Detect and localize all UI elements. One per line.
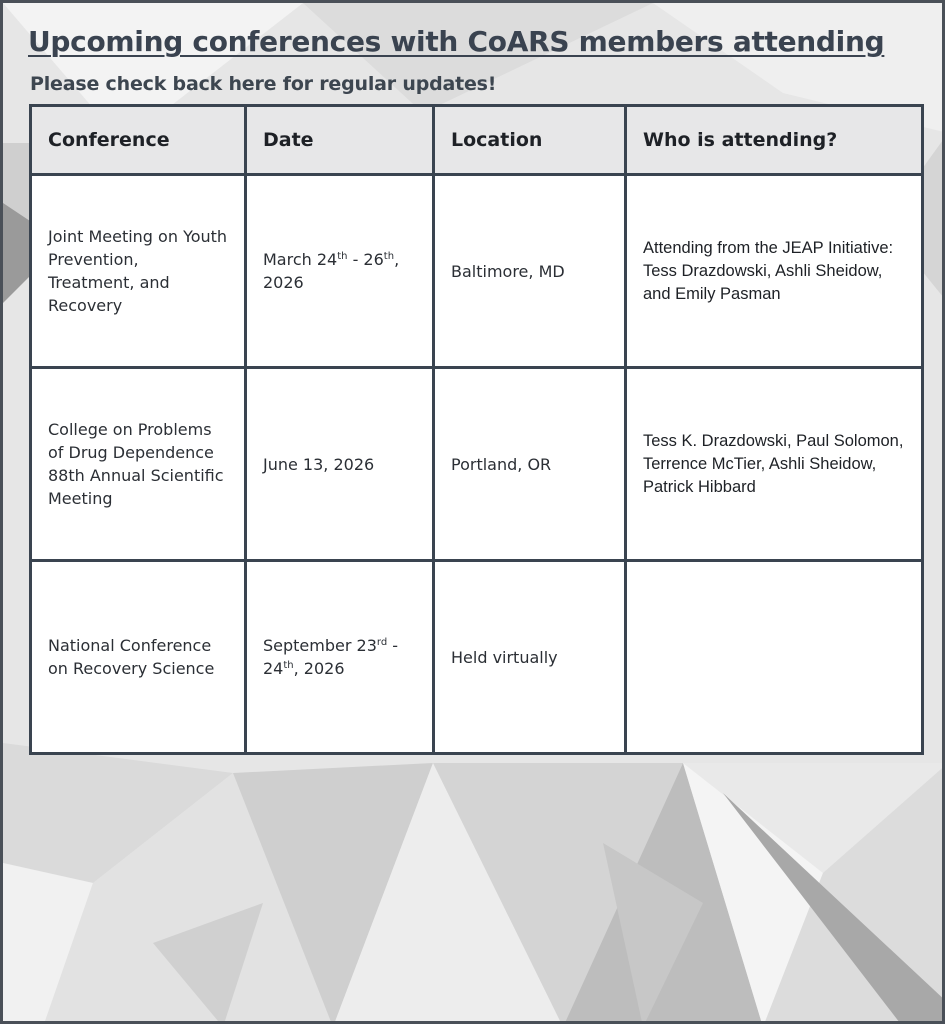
- conferences-table: [29, 104, 924, 755]
- conference-name: College on Problems of Drug Dependence 88th Annual Scientific Meeting: [31, 368, 246, 561]
- ordinal-suffix: rd: [376, 637, 388, 648]
- date-text: March 24: [263, 250, 338, 269]
- conference-attendees: Tess K. Drazdowski, Paul Solomon, Terrence McTier, Ashli Sheidow, Patrick Hibbard: [626, 368, 923, 561]
- page-subtitle: Please check back here for regular updates!: [30, 73, 497, 95]
- ordinal-suffix: th: [337, 251, 348, 262]
- table-row: [31, 368, 923, 561]
- table-header-row: [31, 106, 923, 175]
- ordinal-suffix: th: [283, 660, 294, 671]
- conference-attendees: [626, 561, 923, 754]
- table-row: [31, 561, 923, 754]
- conference-date: [246, 175, 434, 368]
- column-header-attending: Who is attending?: [626, 106, 923, 175]
- conference-location: Baltimore, MD: [434, 175, 626, 368]
- conference-date: [246, 368, 434, 561]
- table-row: [31, 175, 923, 368]
- date-text: , 2026: [263, 250, 400, 292]
- conference-location: Held virtually: [434, 561, 626, 754]
- page-title: Upcoming conferences with CoARS members attending: [28, 25, 885, 58]
- ordinal-suffix: th: [383, 251, 395, 262]
- conference-attendees: Attending from the JEAP Initiative: Tess Drazdowski, Ashli Sheidow, and Emily Pasman: [626, 175, 923, 368]
- column-header-date: Date: [246, 106, 434, 175]
- date-text: - 24: [263, 636, 399, 678]
- column-header-conference: Conference: [31, 106, 246, 175]
- conference-date: [246, 561, 434, 754]
- date-text: , 2026: [293, 659, 345, 678]
- date-text: - 26: [347, 250, 384, 269]
- date-text: June 13, 2026: [263, 454, 375, 474]
- date-text: September 23: [263, 636, 377, 655]
- conference-location: Portland, OR: [434, 368, 626, 561]
- column-header-location: Location: [434, 106, 626, 175]
- conference-name: Joint Meeting on Youth Prevention, Treatment, and Recovery: [31, 175, 246, 368]
- conference-name: National Conference on Recovery Science: [31, 561, 246, 754]
